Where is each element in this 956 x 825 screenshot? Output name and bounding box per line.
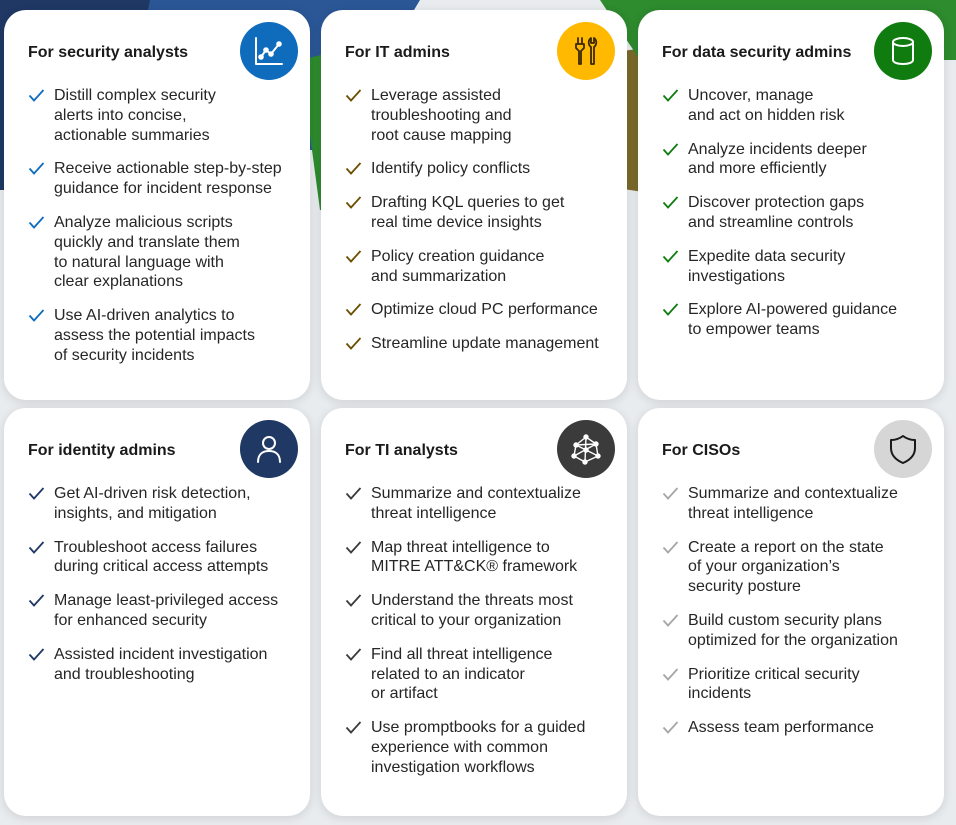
list-item-text: Prioritize critical security incidents [688, 665, 860, 703]
list-item [662, 611, 924, 651]
list-item [28, 538, 290, 578]
checkmark-icon [662, 667, 679, 682]
card-title: For TI analysts [345, 442, 458, 459]
list-item-text: Identify policy conflicts [371, 160, 531, 178]
list-item [662, 538, 924, 597]
list-item-text: Assess team performance [688, 719, 874, 737]
card-title: For IT admins [345, 44, 450, 61]
list-item-text: Streamline update management [371, 335, 599, 353]
checkmark-icon [345, 486, 362, 501]
card-identity-admins [4, 408, 310, 816]
list-item-text: Analyze malicious scripts quickly and translate them to natural language with clear explanations [54, 213, 240, 291]
checkmark-icon [28, 486, 45, 501]
list-item-text: Policy creation guidance and summarization [371, 247, 545, 285]
analytics-chart-icon [240, 22, 298, 80]
checkmark-icon [345, 161, 362, 176]
card-security-analysts [4, 10, 310, 400]
list-item-text: Drafting KQL queries to get real time device insights [371, 194, 565, 231]
feature-list [28, 86, 290, 366]
list-item [345, 538, 607, 578]
card-ti-analysts [321, 408, 627, 816]
list-item [28, 645, 290, 685]
list-item-text: Map threat intelligence to MITRE ATT&CK® framework [371, 538, 578, 576]
list-item [28, 86, 290, 145]
list-item [662, 193, 924, 233]
card-title: For security analysts [28, 44, 189, 61]
list-item-text: Receive actionable step-by-step guidance for incident response [54, 160, 282, 198]
list-item-text: Summarize and contextualize threat intelligence [371, 485, 581, 522]
list-item [28, 159, 290, 199]
checkmark-icon [662, 302, 679, 317]
card-cisos [638, 408, 944, 816]
list-item-text: Find all threat intelligence related to an indicator or artifact [371, 645, 553, 703]
checkmark-icon [662, 720, 679, 735]
checkmark-icon [345, 302, 362, 317]
checkmark-icon [345, 88, 362, 103]
feature-list [345, 86, 607, 354]
checkmark-icon [345, 540, 362, 555]
list-item [662, 86, 924, 126]
list-item-text: Leverage assisted troubleshooting and root cause mapping [371, 87, 512, 144]
list-item-text: Manage least-privileged access for enhanced security [54, 592, 279, 629]
list-item [28, 591, 290, 631]
checkmark-icon [28, 88, 45, 103]
list-item [345, 484, 607, 524]
card-title: For identity admins [28, 442, 176, 459]
card-title: For data security admins [662, 44, 852, 61]
list-item [662, 718, 924, 738]
list-item [662, 484, 924, 524]
tools-icon [557, 22, 615, 80]
list-item [345, 591, 607, 631]
list-item [28, 484, 290, 524]
list-item-text: Optimize cloud PC performance [371, 301, 598, 319]
checkmark-icon [345, 336, 362, 351]
checkmark-icon [662, 195, 679, 210]
checkmark-icon [28, 161, 45, 176]
feature-list [662, 86, 924, 340]
shield-icon [874, 420, 932, 478]
checkmark-icon [662, 486, 679, 501]
checkmark-icon [345, 647, 362, 662]
list-item-text: Get AI-driven risk detection, insights, and mitigation [54, 485, 251, 522]
checkmark-icon [662, 88, 679, 103]
list-item [345, 159, 607, 179]
list-item [345, 247, 607, 287]
checkmark-icon [345, 195, 362, 210]
list-item [345, 718, 607, 777]
list-item [662, 300, 924, 340]
checkmark-icon [28, 540, 45, 555]
feature-list [662, 484, 924, 738]
feature-list [28, 484, 290, 684]
checkmark-icon [662, 142, 679, 157]
card-data-security-admins [638, 10, 944, 400]
checkmark-icon [28, 593, 45, 608]
list-item [345, 193, 607, 233]
list-item [345, 300, 607, 320]
list-item-text: Analyze incidents deeper and more efficiently [688, 140, 867, 178]
checkmark-icon [345, 249, 362, 264]
list-item [345, 86, 607, 145]
list-item-text: Understand the threats most critical to your organization [371, 592, 573, 629]
checkmark-icon [345, 720, 362, 735]
list-item-text: Explore AI-powered guidance to empower teams [688, 301, 898, 339]
list-item-text: Create a report on the state of your organization’s security posture [688, 538, 884, 596]
checkmark-icon [28, 215, 45, 230]
card-it-admins [321, 10, 627, 400]
list-item [662, 247, 924, 287]
list-item-text: Troubleshoot access failures during critical access attempts [54, 538, 269, 576]
checkmark-icon [662, 540, 679, 555]
list-item-text: Use promptbooks for a guided experience with common investigation workflows [371, 719, 586, 776]
list-item-text: Uncover, manage and act on hidden risk [688, 87, 845, 124]
network-icon [557, 420, 615, 478]
checkmark-icon [345, 593, 362, 608]
list-item-text: Discover protection gaps and streamline controls [688, 194, 865, 231]
list-item-text: Assisted incident investigation and troubleshooting [54, 645, 268, 683]
list-item [345, 334, 607, 354]
list-item [662, 665, 924, 705]
list-item-text: Use AI-driven analytics to assess the potential impacts of security incidents [54, 307, 255, 364]
list-item [662, 140, 924, 180]
list-item-text: Summarize and contextualize threat intelligence [688, 485, 898, 522]
checkmark-icon [662, 249, 679, 264]
list-item-text: Build custom security plans optimized for the organization [688, 611, 898, 649]
feature-list [345, 484, 607, 778]
list-item [345, 645, 607, 704]
database-icon [874, 22, 932, 80]
card-title: For CISOs [662, 442, 741, 459]
list-item [28, 213, 290, 292]
person-icon [240, 420, 298, 478]
checkmark-icon [662, 613, 679, 628]
list-item [28, 306, 290, 365]
list-item-text: Distill complex security alerts into concise, actionable summaries [54, 87, 216, 144]
checkmark-icon [28, 308, 45, 323]
checkmark-icon [28, 647, 45, 662]
list-item-text: Expedite data security investigations [688, 247, 846, 285]
